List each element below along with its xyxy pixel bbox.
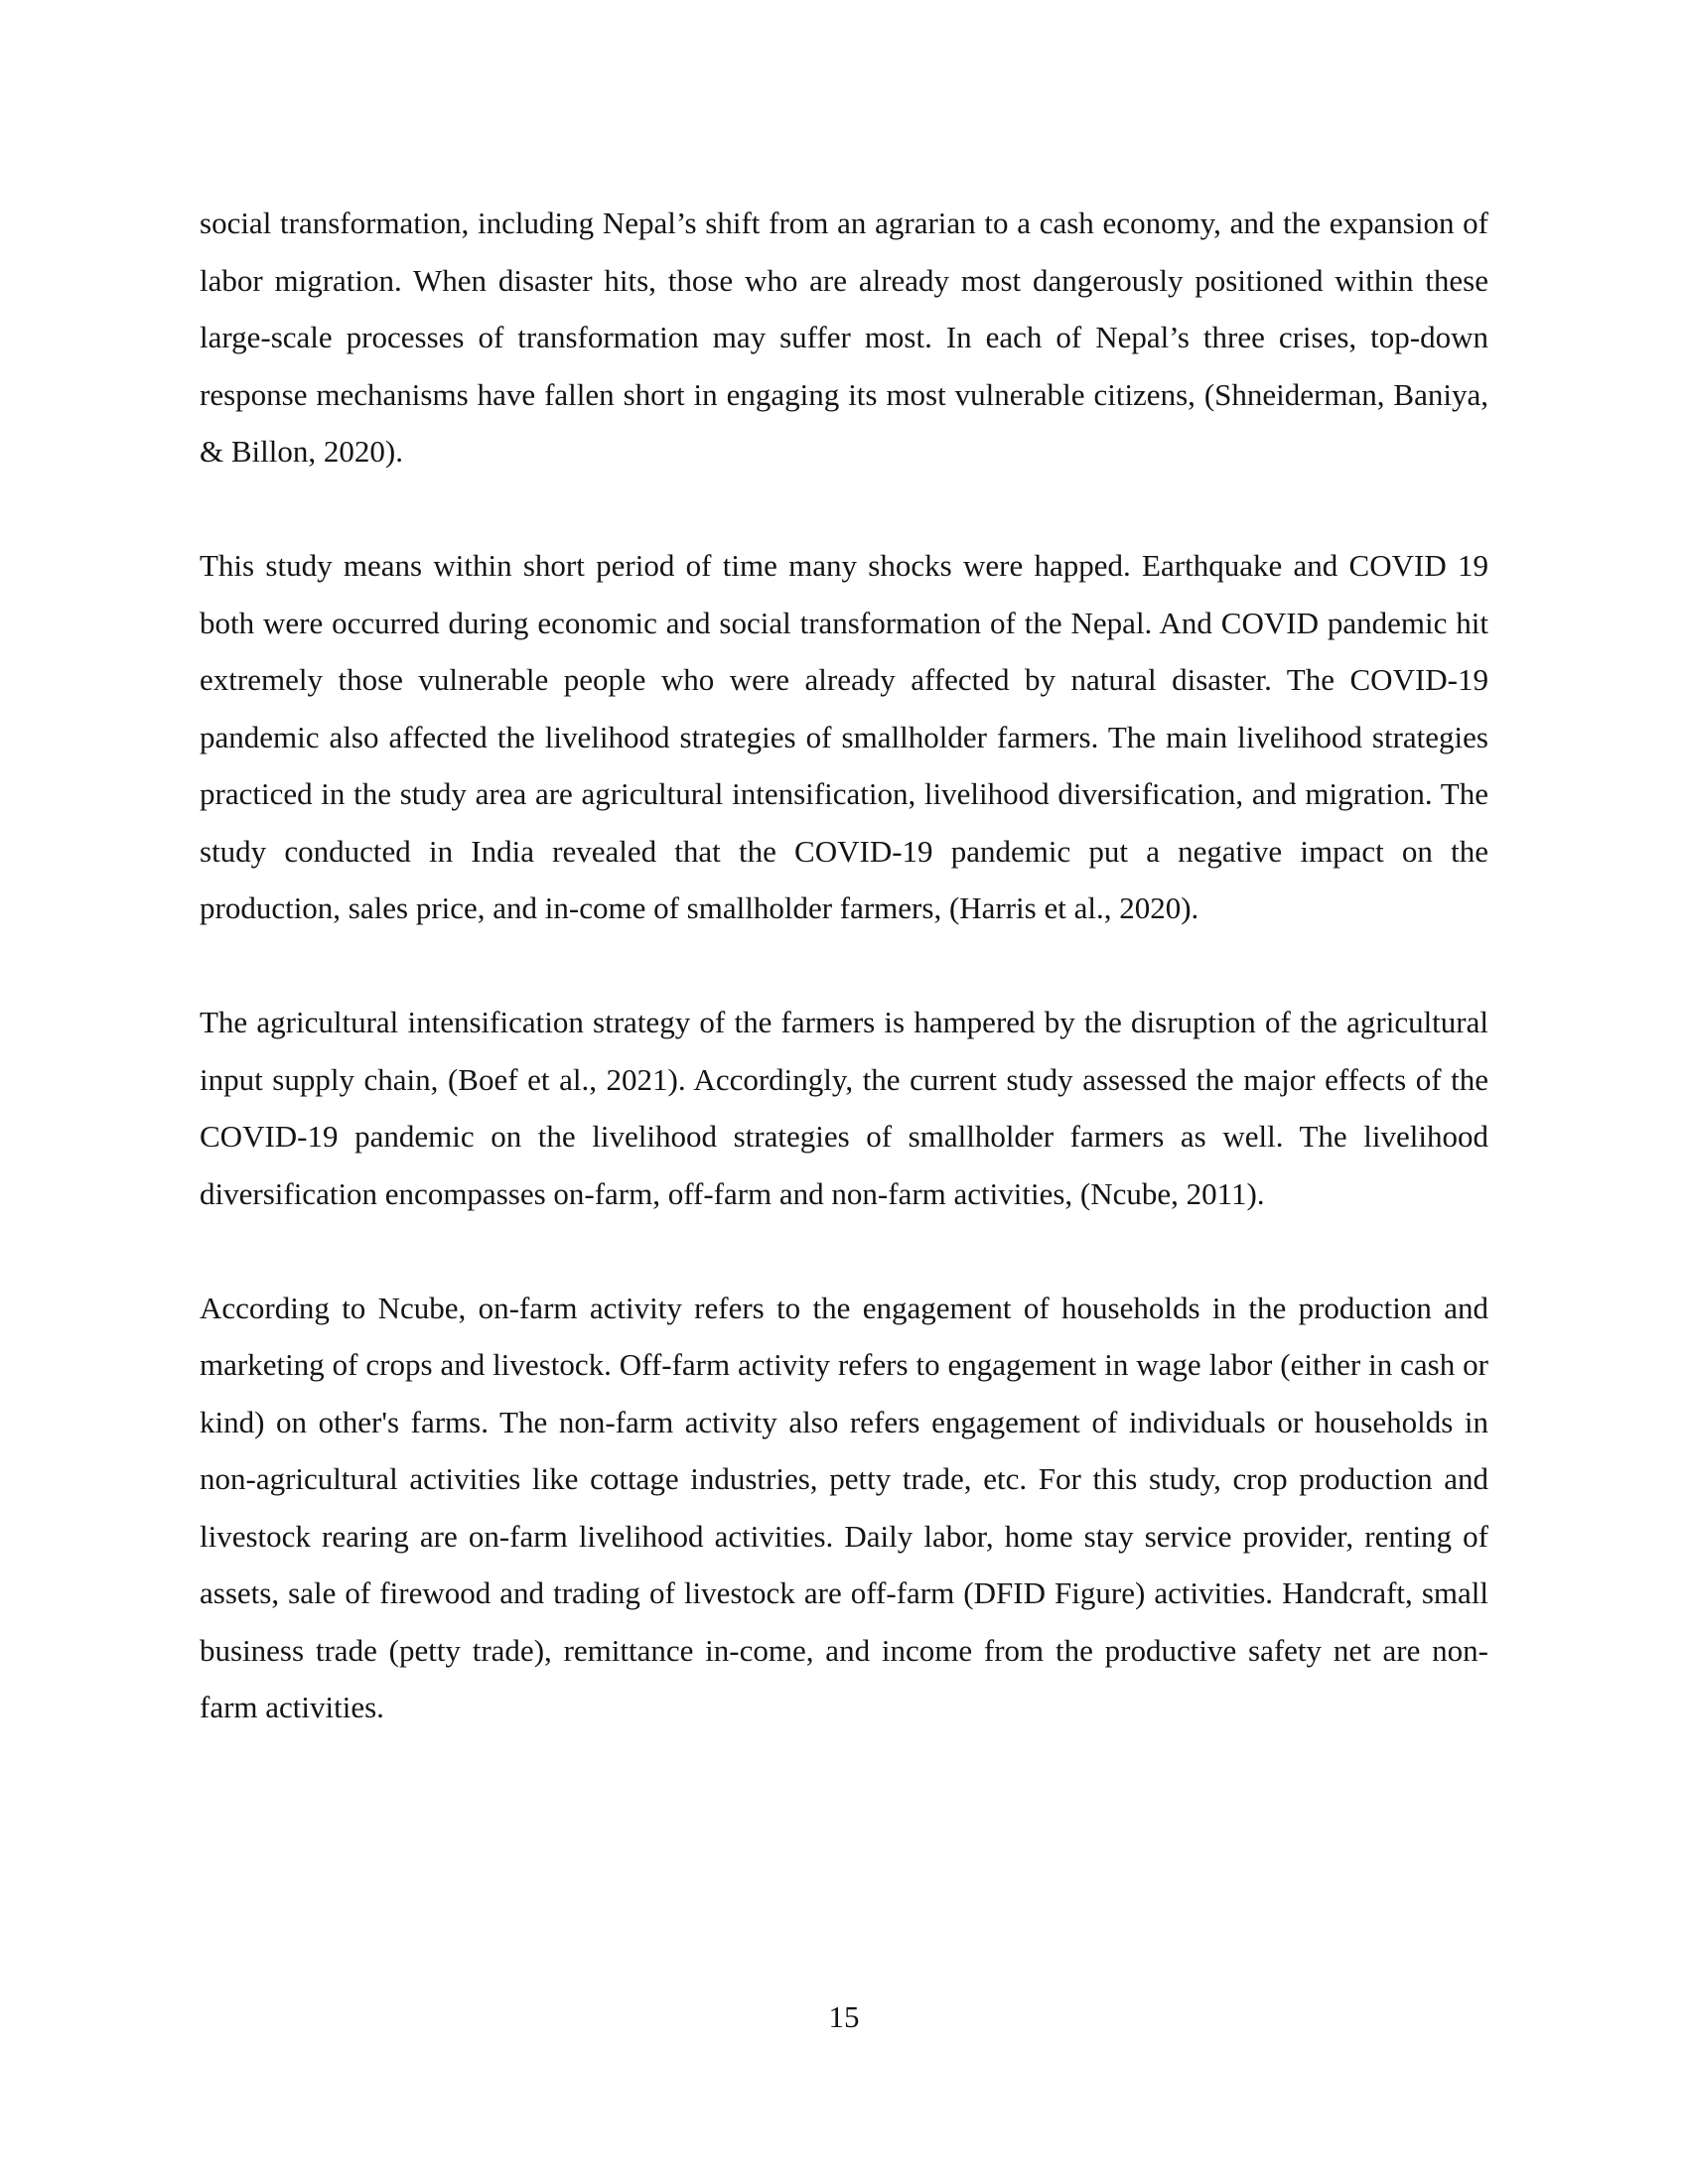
paragraph-livelihood-activities: According to Ncube, on-farm activity refers to the engagement of households in the production and marketing of crops and livestock. Off-farm activity refers to engagement in wage labor (either in cash or kind) on other's farms. The non-farm activity also refers engagement of individuals or households in non-agricultural activities like cottage industries, petty trade, etc. For this study, crop production and livestock rearing are on-farm livelihood activities. Daily labor, home stay service provider, renting of assets, sale of firewood and trading of livestock are off-farm (DFID Figure) activities. Handcraft, small business trade (petty trade), remittance in-come, and income from the productive safety net are non-farm activities. xyxy=(200,1290,1488,1724)
page-number: 15 xyxy=(828,1999,860,2034)
paragraph-social-transformation: social transformation, including Nepal’s shift from an agrarian to a cash economy, and the expansion of labor migration. When disaster hits, those who are already most dangerously positioned within these large-scale processes of transformation may suffer most. In each of Nepal’s three crises, top-down response mechanisms have fallen short in engaging its most vulnerable citizens, (Shneiderman, Baniya, & Billon, 2020). xyxy=(200,205,1488,469)
paragraph-covid-shocks: This study means within short period of time many shocks were happed. Earthquake and COVID 19 both were occurred during economic and social transformation of the Nepal. And COVID pandemic hit extremely those vulnerable people who were already affected by natural disaster. The COVID-19 pandemic also affected the livelihood strategies of smallholder farmers. The main livelihood strategies practiced in the study area are agricultural intensification, livelihood diversification, and migration. The study conducted in India revealed that the COVID-19 pandemic put a negative impact on the production, sales price, and in-come of smallholder farmers, (Harris et al., 2020). xyxy=(200,548,1488,925)
paragraph-agricultural-intensification: The agricultural intensification strategy of the farmers is hampered by the disruption of the agricultural input supply chain, (Boef et al., 2021). Accordingly, the current study assessed the major effects of the COVID-19 pandemic on the livelihood strategies of smallholder farmers as well. The livelihood diversification encompasses on-farm, off-farm and non-farm activities, (Ncube, 2011). xyxy=(200,1005,1488,1211)
body-text xyxy=(200,195,1488,1736)
